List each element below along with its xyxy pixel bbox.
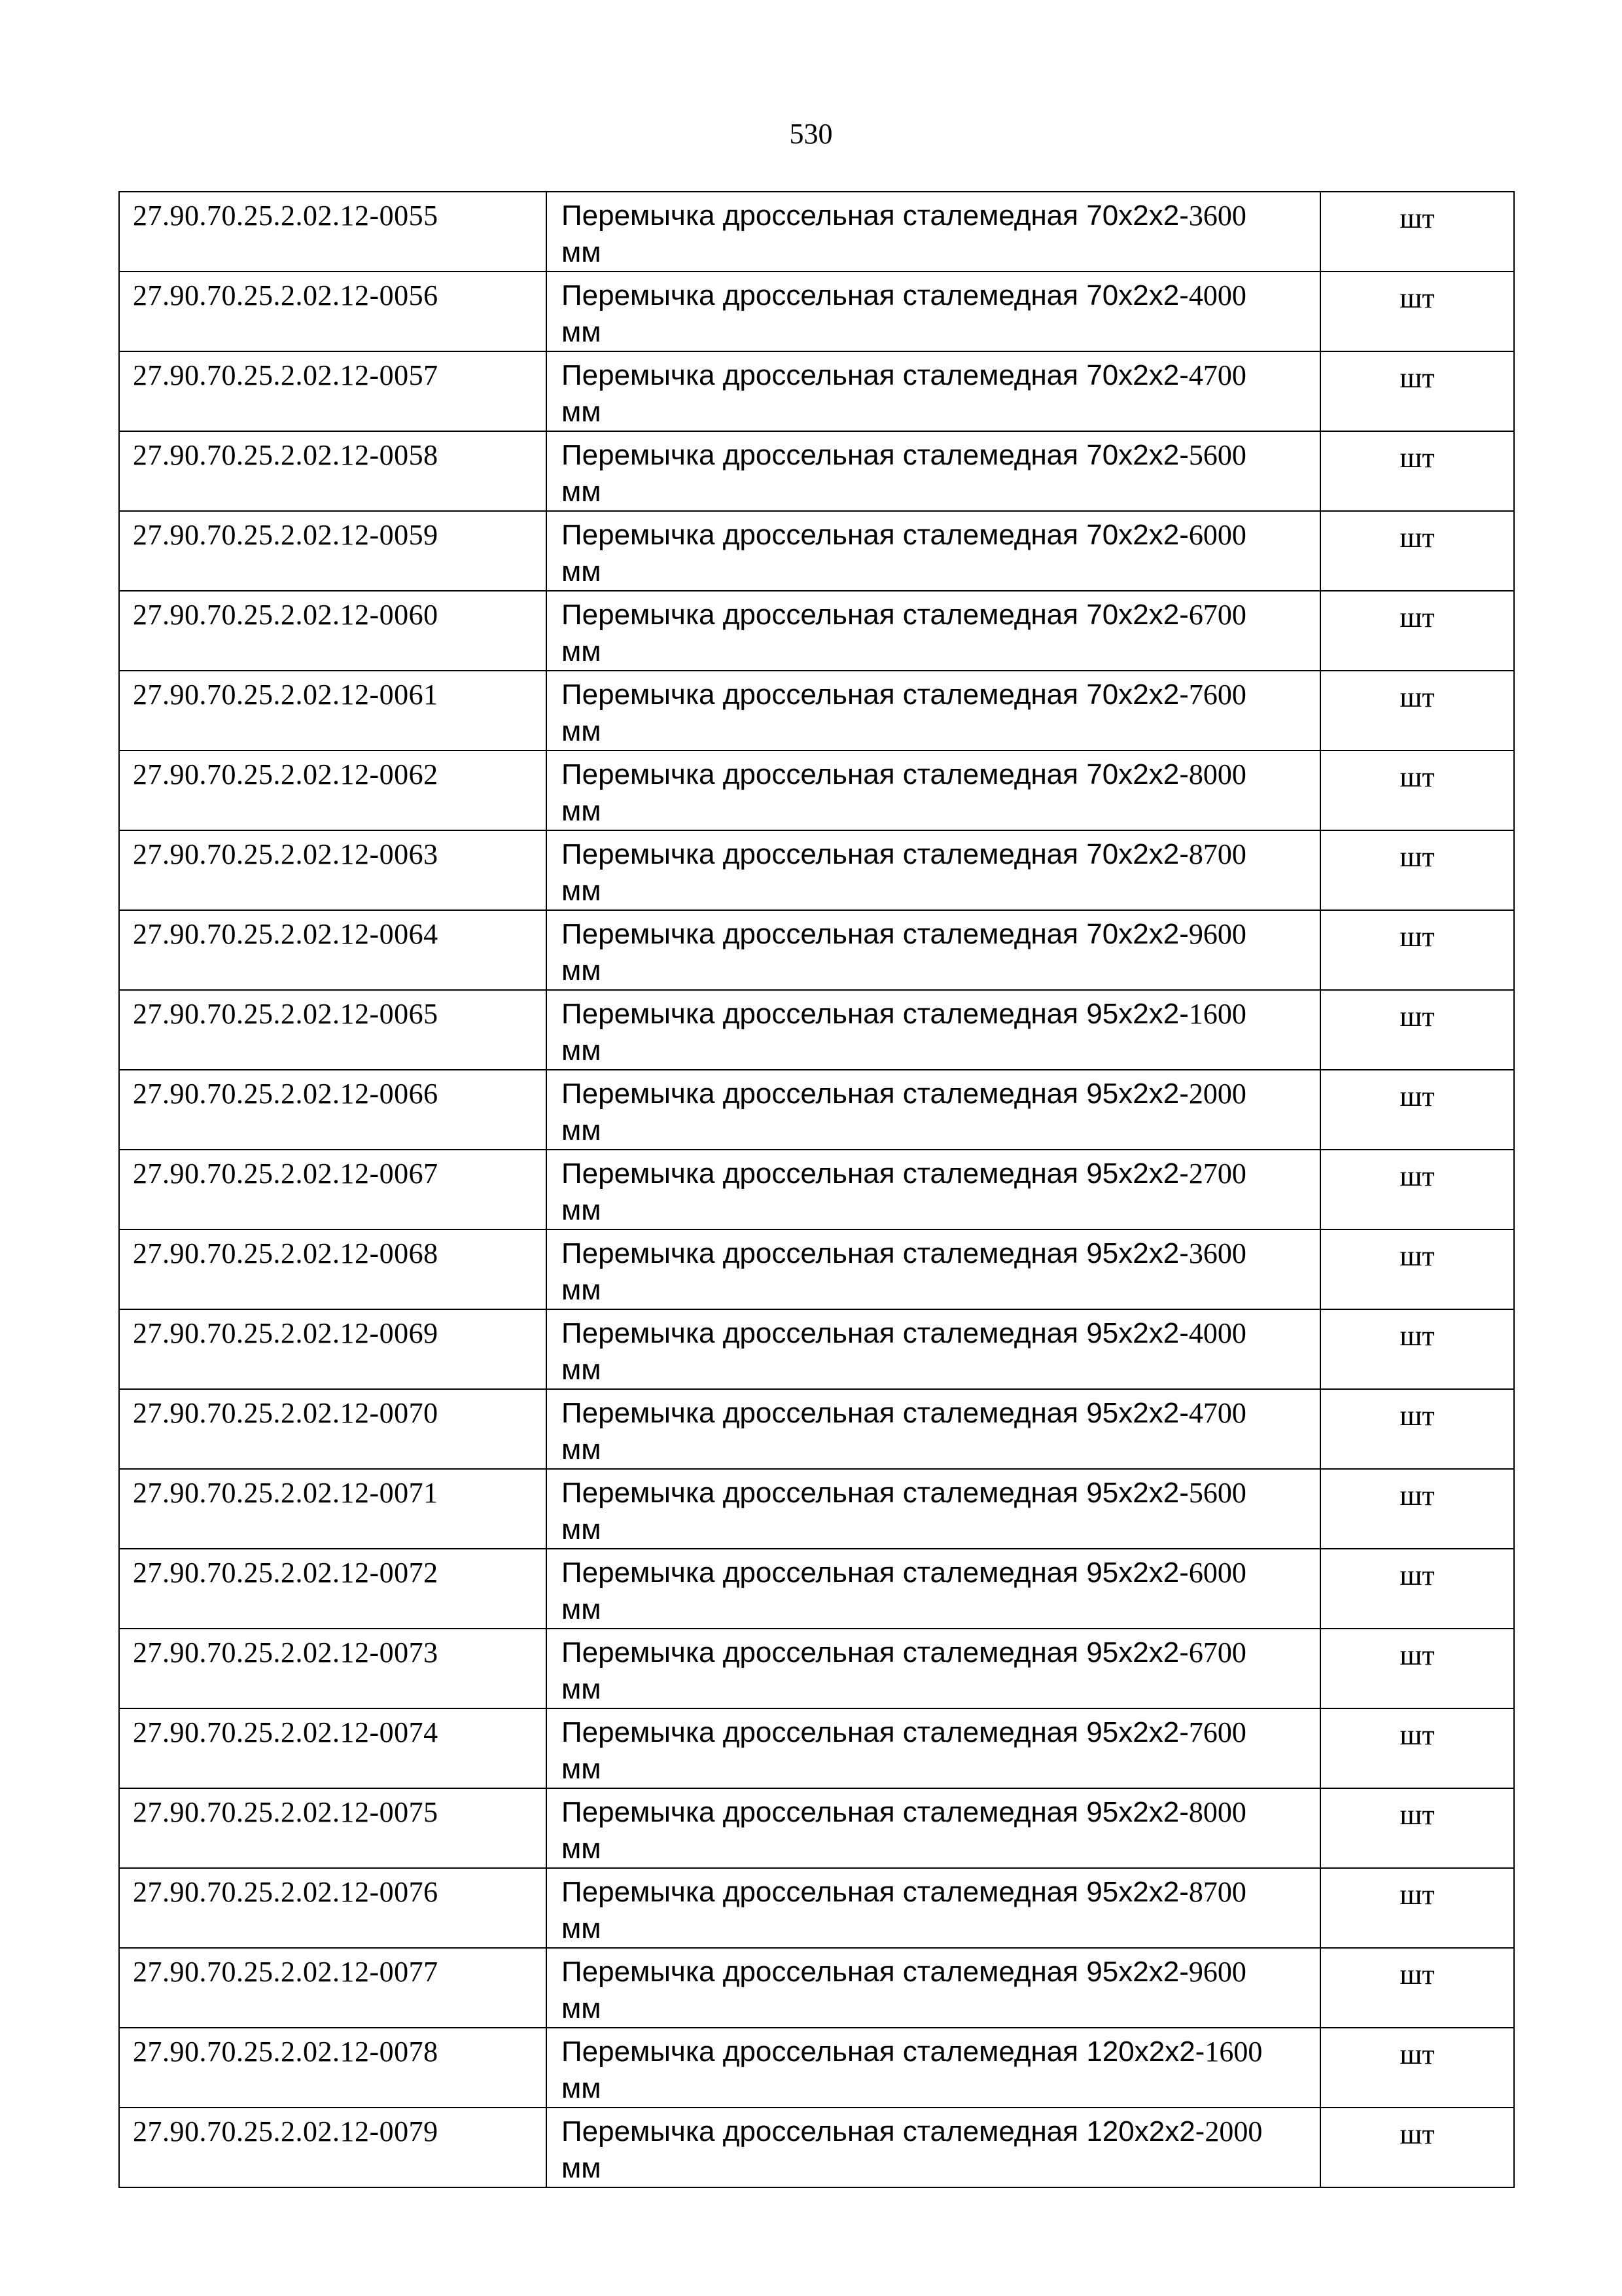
item-code: 27.90.70.25.2.02.12-0071 — [119, 1469, 546, 1549]
item-code: 27.90.70.25.2.02.12-0069 — [119, 1309, 546, 1389]
item-unit: шт — [1320, 511, 1514, 591]
table-row — [119, 830, 1514, 910]
item-code: 27.90.70.25.2.02.12-0075 — [119, 1788, 546, 1868]
item-unit: шт — [1320, 1229, 1514, 1309]
item-code: 27.90.70.25.2.02.12-0060 — [119, 591, 546, 671]
item-unit: шт — [1320, 272, 1514, 351]
item-size: 5600 — [1188, 439, 1246, 471]
item-code: 27.90.70.25.2.02.12-0076 — [119, 1868, 546, 1948]
item-size: 8000 — [1188, 1796, 1246, 1828]
item-name-text: Перемычка дроссельная сталемедная 95х2х2- — [561, 1078, 1189, 1110]
item-size: 4700 — [1188, 359, 1246, 391]
item-name — [546, 1309, 1320, 1389]
item-name-text: Перемычка дроссельная сталемедная 95х2х2- — [561, 1477, 1189, 1509]
item-size-unit: мм — [561, 1673, 601, 1705]
item-size: 2700 — [1188, 1157, 1246, 1190]
item-size-unit: мм — [561, 715, 601, 747]
item-size-unit: мм — [561, 1753, 601, 1785]
item-size: 6000 — [1188, 519, 1246, 551]
item-size-unit: мм — [561, 1354, 601, 1386]
item-name — [546, 1150, 1320, 1229]
table-row — [119, 1389, 1514, 1469]
item-name — [546, 1868, 1320, 1948]
item-name-text: Перемычка дроссельная сталемедная 95х2х2- — [561, 1956, 1189, 1988]
item-name — [546, 511, 1320, 591]
item-size: 6700 — [1188, 599, 1246, 631]
item-size-unit: мм — [561, 1034, 601, 1067]
table-row — [119, 591, 1514, 671]
item-name-text: Перемычка дроссельная сталемедная 70х2х2- — [561, 519, 1189, 551]
item-name — [546, 2028, 1320, 2108]
item-code: 27.90.70.25.2.02.12-0067 — [119, 1150, 546, 1229]
item-name — [546, 1229, 1320, 1309]
item-name — [546, 2108, 1320, 2187]
item-unit: шт — [1320, 671, 1514, 751]
item-size-unit: мм — [561, 1992, 601, 2024]
item-size: 1600 — [1205, 2036, 1263, 2068]
item-unit: шт — [1320, 990, 1514, 1070]
item-name — [546, 751, 1320, 830]
item-unit: шт — [1320, 1708, 1514, 1788]
item-size: 6700 — [1188, 1636, 1246, 1669]
items-table-body — [119, 192, 1514, 2187]
item-code: 27.90.70.25.2.02.12-0057 — [119, 351, 546, 431]
item-name-text: Перемычка дроссельная сталемедная 95х2х2- — [561, 1317, 1189, 1349]
item-name-text: Перемычка дроссельная сталемедная 70х2х2- — [561, 359, 1189, 391]
item-size: 4000 — [1188, 1317, 1246, 1349]
item-name — [546, 1629, 1320, 1708]
table-row — [119, 2108, 1514, 2187]
item-size-unit: мм — [561, 476, 601, 508]
item-unit: шт — [1320, 830, 1514, 910]
item-name-text: Перемычка дроссельная сталемедная 70х2х2- — [561, 838, 1189, 870]
item-name-text: Перемычка дроссельная сталемедная 95х2х2- — [561, 1876, 1189, 1908]
item-size: 8000 — [1188, 758, 1246, 790]
item-size-unit: мм — [561, 1513, 601, 1545]
item-size-unit: мм — [561, 635, 601, 667]
page-number: 530 — [789, 118, 833, 150]
table-row — [119, 1549, 1514, 1629]
item-unit: шт — [1320, 910, 1514, 990]
item-size-unit: мм — [561, 795, 601, 827]
item-size: 8700 — [1188, 1876, 1246, 1908]
item-size: 4700 — [1188, 1397, 1246, 1429]
item-name-text: Перемычка дроссельная сталемедная 70х2х2- — [561, 918, 1189, 950]
item-name-text: Перемычка дроссельная сталемедная 95х2х2- — [561, 1157, 1189, 1190]
item-unit: шт — [1320, 192, 1514, 272]
item-unit: шт — [1320, 2028, 1514, 2108]
table-row — [119, 1948, 1514, 2028]
item-unit: шт — [1320, 431, 1514, 511]
table-row — [119, 671, 1514, 751]
item-size-unit: мм — [561, 1593, 601, 1625]
item-code: 27.90.70.25.2.02.12-0058 — [119, 431, 546, 511]
item-size-unit: мм — [561, 2152, 601, 2184]
item-code: 27.90.70.25.2.02.12-0061 — [119, 671, 546, 751]
item-name — [546, 1948, 1320, 2028]
item-size: 1600 — [1188, 998, 1246, 1030]
item-unit: шт — [1320, 591, 1514, 671]
item-unit: шт — [1320, 1469, 1514, 1549]
table-row — [119, 431, 1514, 511]
item-size: 7600 — [1188, 679, 1246, 711]
item-name-text: Перемычка дроссельная сталемедная 95х2х2- — [561, 1557, 1189, 1589]
item-size: 2000 — [1188, 1078, 1246, 1110]
item-size-unit: мм — [561, 1913, 601, 1945]
item-name-text: Перемычка дроссельная сталемедная 95х2х2- — [561, 1796, 1189, 1828]
item-code: 27.90.70.25.2.02.12-0056 — [119, 272, 546, 351]
item-size-unit: мм — [561, 236, 601, 268]
item-name-text: Перемычка дроссельная сталемедная 120х2х2- — [561, 2036, 1205, 2068]
item-code: 27.90.70.25.2.02.12-0079 — [119, 2108, 546, 2187]
item-code: 27.90.70.25.2.02.12-0055 — [119, 192, 546, 272]
item-unit: шт — [1320, 1629, 1514, 1708]
table-row — [119, 1070, 1514, 1150]
item-size: 2000 — [1205, 2115, 1263, 2147]
table-row — [119, 1788, 1514, 1868]
item-name — [546, 351, 1320, 431]
item-code: 27.90.70.25.2.02.12-0072 — [119, 1549, 546, 1629]
item-size: 3600 — [1188, 200, 1246, 232]
table-row — [119, 192, 1514, 272]
table-row — [119, 910, 1514, 990]
item-name-text: Перемычка дроссельная сталемедная 95х2х2- — [561, 1397, 1189, 1429]
item-name-text: Перемычка дроссельная сталемедная 70х2х2- — [561, 599, 1189, 631]
table-row — [119, 751, 1514, 830]
item-size-unit: мм — [561, 1434, 601, 1466]
table-row — [119, 1868, 1514, 1948]
item-code: 27.90.70.25.2.02.12-0078 — [119, 2028, 546, 2108]
item-name-text: Перемычка дроссельная сталемедная 70х2х2- — [561, 200, 1189, 232]
item-name — [546, 431, 1320, 511]
table-row — [119, 1629, 1514, 1708]
item-code: 27.90.70.25.2.02.12-0064 — [119, 910, 546, 990]
item-size: 6000 — [1188, 1557, 1246, 1589]
item-name — [546, 1389, 1320, 1469]
item-code: 27.90.70.25.2.02.12-0062 — [119, 751, 546, 830]
item-name — [546, 1788, 1320, 1868]
item-size-unit: мм — [561, 316, 601, 348]
table-row — [119, 1708, 1514, 1788]
item-name — [546, 1708, 1320, 1788]
item-name-text: Перемычка дроссельная сталемедная 95х2х2- — [561, 998, 1189, 1030]
item-size: 5600 — [1188, 1477, 1246, 1509]
item-name-text: Перемычка дроссельная сталемедная 70х2х2- — [561, 439, 1189, 471]
item-size: 4000 — [1188, 279, 1246, 311]
item-code: 27.90.70.25.2.02.12-0070 — [119, 1389, 546, 1469]
item-code: 27.90.70.25.2.02.12-0063 — [119, 830, 546, 910]
item-name — [546, 1070, 1320, 1150]
item-name — [546, 830, 1320, 910]
table-row — [119, 272, 1514, 351]
item-code: 27.90.70.25.2.02.12-0073 — [119, 1629, 546, 1708]
item-size: 8700 — [1188, 838, 1246, 870]
item-code: 27.90.70.25.2.02.12-0066 — [119, 1070, 546, 1150]
item-name-text: Перемычка дроссельная сталемедная 70х2х2- — [561, 679, 1189, 711]
table-row — [119, 2028, 1514, 2108]
table-row — [119, 1469, 1514, 1549]
item-code: 27.90.70.25.2.02.12-0077 — [119, 1948, 546, 2028]
item-unit: шт — [1320, 351, 1514, 431]
item-size-unit: мм — [561, 1274, 601, 1306]
item-unit: шт — [1320, 1389, 1514, 1469]
item-size-unit: мм — [561, 875, 601, 907]
item-size-unit: мм — [561, 556, 601, 588]
item-unit: шт — [1320, 751, 1514, 830]
item-size-unit: мм — [561, 955, 601, 987]
item-unit: шт — [1320, 1309, 1514, 1389]
item-unit: шт — [1320, 1868, 1514, 1948]
item-size: 9600 — [1188, 918, 1246, 950]
table-row — [119, 1309, 1514, 1389]
table-row — [119, 351, 1514, 431]
item-size-unit: мм — [561, 2072, 601, 2104]
item-unit: шт — [1320, 1788, 1514, 1868]
item-code: 27.90.70.25.2.02.12-0059 — [119, 511, 546, 591]
item-name-text: Перемычка дроссельная сталемедная 95х2х2- — [561, 1237, 1189, 1269]
item-name-text: Перемычка дроссельная сталемедная 70х2х2- — [561, 279, 1189, 311]
item-code: 27.90.70.25.2.02.12-0074 — [119, 1708, 546, 1788]
item-unit: шт — [1320, 1150, 1514, 1229]
item-size-unit: мм — [561, 396, 601, 428]
item-size: 7600 — [1188, 1716, 1246, 1748]
items-table — [118, 191, 1515, 2188]
item-code: 27.90.70.25.2.02.12-0065 — [119, 990, 546, 1070]
item-name-text: Перемычка дроссельная сталемедная 70х2х2- — [561, 758, 1189, 790]
item-size: 3600 — [1188, 1237, 1246, 1269]
item-name — [546, 192, 1320, 272]
item-size-unit: мм — [561, 1114, 601, 1146]
item-name — [546, 671, 1320, 751]
table-row — [119, 1229, 1514, 1309]
item-name — [546, 1549, 1320, 1629]
item-name-text: Перемычка дроссельная сталемедная 120х2х2- — [561, 2115, 1205, 2147]
table-row — [119, 511, 1514, 591]
item-name-text: Перемычка дроссельная сталемедная 95х2х2- — [561, 1716, 1189, 1748]
item-name-text: Перемычка дроссельная сталемедная 95х2х2- — [561, 1636, 1189, 1669]
item-name — [546, 591, 1320, 671]
item-size-unit: мм — [561, 1194, 601, 1226]
item-unit: шт — [1320, 1070, 1514, 1150]
item-name — [546, 1469, 1320, 1549]
table-row — [119, 990, 1514, 1070]
item-name — [546, 272, 1320, 351]
item-unit: шт — [1320, 1948, 1514, 2028]
table-row — [119, 1150, 1514, 1229]
item-unit: шт — [1320, 1549, 1514, 1629]
item-unit: шт — [1320, 2108, 1514, 2187]
item-size-unit: мм — [561, 1833, 601, 1865]
item-size: 9600 — [1188, 1956, 1246, 1988]
item-name — [546, 910, 1320, 990]
item-name — [546, 990, 1320, 1070]
item-code: 27.90.70.25.2.02.12-0068 — [119, 1229, 546, 1309]
